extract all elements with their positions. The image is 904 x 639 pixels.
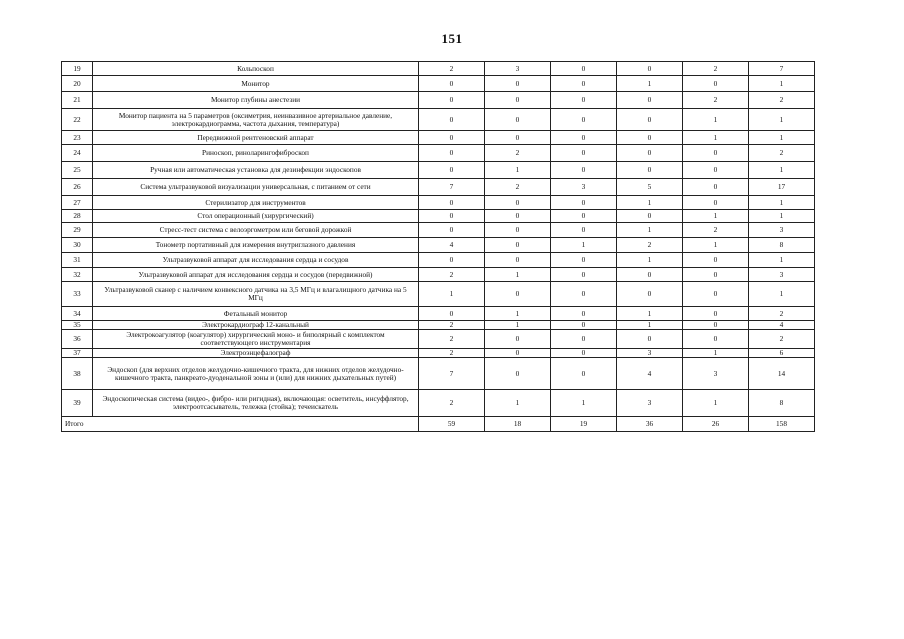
table-row	[62, 179, 815, 196]
quantity-cell: 1	[749, 210, 815, 223]
quantity-cell: 0	[551, 131, 617, 145]
quantity-cell: 1	[551, 238, 617, 253]
quantity-cell: 0	[551, 358, 617, 390]
equipment-name-cell: Монитор	[93, 76, 419, 92]
quantity-cell: 1	[419, 282, 485, 307]
total-label-cell: Итого	[62, 417, 419, 432]
quantity-cell: 1	[617, 307, 683, 321]
row-number-cell: 32	[62, 268, 93, 282]
quantity-cell: 1	[683, 131, 749, 145]
quantity-cell: 0	[683, 282, 749, 307]
equipment-table	[61, 61, 815, 432]
equipment-name-cell: Ультразвуковой сканер с наличием конвексного датчика на 3,5 МГц и влагалищного датчика на 5 МГц	[93, 282, 419, 307]
quantity-cell: 0	[617, 62, 683, 76]
quantity-cell: 0	[485, 282, 551, 307]
total-quantity-cell: 18	[485, 417, 551, 432]
quantity-cell: 0	[683, 145, 749, 162]
quantity-cell: 0	[551, 196, 617, 210]
quantity-cell: 2	[617, 238, 683, 253]
table-row	[62, 307, 815, 321]
table-row	[62, 349, 815, 358]
quantity-cell: 0	[551, 330, 617, 349]
quantity-cell: 4	[617, 358, 683, 390]
equipment-name-cell: Монитор пациента на 5 параметров (оксиметрия, неинвазивное артериальное давление, электрокардиограмма, частота дыхания, температура)	[93, 109, 419, 131]
quantity-cell: 3	[617, 390, 683, 417]
quantity-cell: 0	[551, 307, 617, 321]
quantity-cell: 2	[749, 330, 815, 349]
row-number-cell: 28	[62, 210, 93, 223]
quantity-cell: 1	[617, 76, 683, 92]
table-row	[62, 162, 815, 179]
quantity-cell: 0	[683, 307, 749, 321]
total-quantity-cell: 59	[419, 417, 485, 432]
quantity-cell: 0	[683, 268, 749, 282]
total-quantity-cell: 26	[683, 417, 749, 432]
quantity-cell: 1	[683, 390, 749, 417]
quantity-cell: 3	[485, 62, 551, 76]
quantity-cell: 2	[749, 307, 815, 321]
quantity-cell: 0	[485, 238, 551, 253]
quantity-cell: 3	[749, 223, 815, 238]
quantity-cell: 0	[683, 196, 749, 210]
total-quantity-cell: 36	[617, 417, 683, 432]
quantity-cell: 1	[485, 321, 551, 330]
quantity-cell: 0	[551, 349, 617, 358]
equipment-name-cell: Стол операционный (хирургический)	[93, 210, 419, 223]
quantity-cell: 1	[617, 196, 683, 210]
quantity-cell: 0	[419, 210, 485, 223]
quantity-cell: 0	[617, 109, 683, 131]
quantity-cell: 0	[485, 76, 551, 92]
quantity-cell: 5	[617, 179, 683, 196]
quantity-cell: 2	[749, 92, 815, 109]
quantity-cell: 0	[551, 268, 617, 282]
quantity-cell: 0	[617, 282, 683, 307]
quantity-cell: 1	[749, 162, 815, 179]
quantity-cell: 3	[683, 358, 749, 390]
table-row	[62, 210, 815, 223]
quantity-cell: 2	[683, 223, 749, 238]
quantity-cell: 17	[749, 179, 815, 196]
quantity-cell: 3	[617, 349, 683, 358]
row-number-cell: 29	[62, 223, 93, 238]
table-row	[62, 238, 815, 253]
equipment-name-cell: Монитор глубины анестезии	[93, 92, 419, 109]
quantity-cell: 0	[551, 282, 617, 307]
table-row	[62, 131, 815, 145]
row-number-cell: 24	[62, 145, 93, 162]
quantity-cell: 14	[749, 358, 815, 390]
quantity-cell: 4	[419, 238, 485, 253]
quantity-cell: 1	[749, 76, 815, 92]
table-row	[62, 321, 815, 330]
quantity-cell: 2	[749, 145, 815, 162]
equipment-name-cell: Тонометр портативный для измерения внутриглазного давления	[93, 238, 419, 253]
quantity-cell: 0	[551, 210, 617, 223]
quantity-cell: 0	[617, 145, 683, 162]
table-row	[62, 92, 815, 109]
row-number-cell: 39	[62, 390, 93, 417]
row-number-cell: 38	[62, 358, 93, 390]
row-number-cell: 19	[62, 62, 93, 76]
quantity-cell: 0	[419, 307, 485, 321]
quantity-cell: 0	[419, 223, 485, 238]
quantity-cell: 0	[485, 131, 551, 145]
quantity-cell: 0	[551, 253, 617, 268]
table-row	[62, 330, 815, 349]
row-number-cell: 25	[62, 162, 93, 179]
quantity-cell: 2	[485, 179, 551, 196]
quantity-cell: 0	[683, 253, 749, 268]
row-number-cell: 27	[62, 196, 93, 210]
quantity-cell: 2	[485, 145, 551, 162]
quantity-cell: 0	[617, 162, 683, 179]
quantity-cell: 1	[683, 109, 749, 131]
quantity-cell: 0	[485, 109, 551, 131]
table-row	[62, 76, 815, 92]
quantity-cell: 0	[551, 223, 617, 238]
equipment-name-cell: Система ультразвуковой визуализации универсальная, с питанием от сети	[93, 179, 419, 196]
quantity-cell: 3	[551, 179, 617, 196]
quantity-cell: 0	[551, 162, 617, 179]
quantity-cell: 1	[683, 210, 749, 223]
total-quantity-cell: 19	[551, 417, 617, 432]
row-number-cell: 26	[62, 179, 93, 196]
equipment-name-cell: Ультразвуковой аппарат для исследования сердца и сосудов (передвижной)	[93, 268, 419, 282]
table-row	[62, 282, 815, 307]
equipment-name-cell: Эндоскоп (для верхних отделов желудочно-кишечного тракта, для нижних отделов желудочно-кишечного тракта, панкреато-дуоденальной зоны и (или) для нижних дыхательных путей)	[93, 358, 419, 390]
quantity-cell: 0	[485, 358, 551, 390]
quantity-cell: 8	[749, 390, 815, 417]
row-number-cell: 31	[62, 253, 93, 268]
row-number-cell: 20	[62, 76, 93, 92]
quantity-cell: 0	[419, 162, 485, 179]
row-number-cell: 21	[62, 92, 93, 109]
quantity-cell: 1	[617, 253, 683, 268]
quantity-cell: 2	[419, 321, 485, 330]
quantity-cell: 1	[551, 390, 617, 417]
quantity-cell: 7	[419, 179, 485, 196]
quantity-cell: 1	[749, 196, 815, 210]
quantity-cell: 0	[485, 253, 551, 268]
quantity-cell: 1	[749, 109, 815, 131]
row-number-cell: 33	[62, 282, 93, 307]
quantity-cell: 0	[551, 321, 617, 330]
quantity-cell: 2	[683, 92, 749, 109]
quantity-cell: 0	[485, 196, 551, 210]
table-row	[62, 196, 815, 210]
row-number-cell: 37	[62, 349, 93, 358]
quantity-cell: 0	[551, 62, 617, 76]
quantity-cell: 1	[617, 321, 683, 330]
quantity-cell: 0	[617, 92, 683, 109]
quantity-cell: 0	[485, 330, 551, 349]
row-number-cell: 34	[62, 307, 93, 321]
equipment-name-cell: Эндоскопическая система (видео-, фибро- или ригидная), включающая: осветитель, инсуффлятор, электроотсасыватель, тележка (стойка); течеискатель	[93, 390, 419, 417]
quantity-cell: 1	[617, 223, 683, 238]
quantity-cell: 0	[683, 321, 749, 330]
quantity-cell: 0	[551, 145, 617, 162]
equipment-name-cell: Электрокардиограф 12-канальный	[93, 321, 419, 330]
equipment-name-cell: Ультразвуковой аппарат для исследования сердца и сосудов	[93, 253, 419, 268]
table-row	[62, 62, 815, 76]
row-number-cell: 30	[62, 238, 93, 253]
quantity-cell: 2	[419, 62, 485, 76]
quantity-cell: 7	[749, 62, 815, 76]
quantity-cell: 0	[419, 76, 485, 92]
quantity-cell: 0	[419, 253, 485, 268]
quantity-cell: 0	[419, 109, 485, 131]
quantity-cell: 2	[683, 62, 749, 76]
quantity-cell: 3	[749, 268, 815, 282]
quantity-cell: 1	[749, 253, 815, 268]
quantity-cell: 0	[551, 76, 617, 92]
equipment-name-cell: Стресс-тест система с велоэргометром или беговой дорожкой	[93, 223, 419, 238]
total-row	[62, 417, 815, 432]
page-number: 151	[441, 31, 463, 46]
equipment-name-cell: Стерилизатор для инструментов	[93, 196, 419, 210]
quantity-cell: 2	[419, 330, 485, 349]
quantity-cell: 1	[749, 282, 815, 307]
equipment-table-body	[62, 62, 815, 432]
quantity-cell: 1	[485, 390, 551, 417]
quantity-cell: 8	[749, 238, 815, 253]
quantity-cell: 2	[419, 268, 485, 282]
quantity-cell: 4	[749, 321, 815, 330]
equipment-name-cell: Передвижной рентгеновский аппарат	[93, 131, 419, 145]
table-row	[62, 109, 815, 131]
quantity-cell: 2	[419, 349, 485, 358]
row-number-cell: 23	[62, 131, 93, 145]
quantity-cell: 0	[683, 162, 749, 179]
equipment-name-cell: Фетальный монитор	[93, 307, 419, 321]
quantity-cell: 1	[485, 307, 551, 321]
table-row	[62, 268, 815, 282]
row-number-cell: 36	[62, 330, 93, 349]
equipment-name-cell: Кольпоскоп	[93, 62, 419, 76]
quantity-cell: 0	[485, 223, 551, 238]
quantity-cell: 0	[617, 210, 683, 223]
quantity-cell: 0	[683, 179, 749, 196]
quantity-cell: 0	[485, 92, 551, 109]
quantity-cell: 0	[617, 330, 683, 349]
quantity-cell: 0	[419, 196, 485, 210]
quantity-cell: 1	[749, 131, 815, 145]
quantity-cell: 0	[551, 109, 617, 131]
quantity-cell: 0	[419, 145, 485, 162]
quantity-cell: 2	[419, 390, 485, 417]
quantity-cell: 0	[617, 131, 683, 145]
equipment-name-cell: Электрокоагулятор (коагулятор) хирургический моно- и биполярный с комплектом соответствующего инструментария	[93, 330, 419, 349]
quantity-cell: 0	[485, 349, 551, 358]
quantity-cell: 1	[683, 238, 749, 253]
quantity-cell: 0	[683, 76, 749, 92]
equipment-name-cell: Ручная или автоматическая установка для дезинфекции эндоскопов	[93, 162, 419, 179]
row-number-cell: 35	[62, 321, 93, 330]
quantity-cell: 0	[419, 131, 485, 145]
quantity-cell: 1	[485, 268, 551, 282]
total-quantity-cell: 158	[749, 417, 815, 432]
quantity-cell: 1	[683, 349, 749, 358]
quantity-cell: 0	[551, 92, 617, 109]
quantity-cell: 6	[749, 349, 815, 358]
quantity-cell: 0	[683, 330, 749, 349]
quantity-cell: 0	[419, 92, 485, 109]
equipment-name-cell: Электроэнцефалограф	[93, 349, 419, 358]
table-row	[62, 223, 815, 238]
row-number-cell: 22	[62, 109, 93, 131]
quantity-cell: 0	[485, 210, 551, 223]
table-row	[62, 145, 815, 162]
table-row	[62, 390, 815, 417]
quantity-cell: 1	[485, 162, 551, 179]
table-row	[62, 253, 815, 268]
equipment-name-cell: Риноскоп, риноларингофиброскоп	[93, 145, 419, 162]
quantity-cell: 0	[617, 268, 683, 282]
table-row	[62, 358, 815, 390]
quantity-cell: 7	[419, 358, 485, 390]
